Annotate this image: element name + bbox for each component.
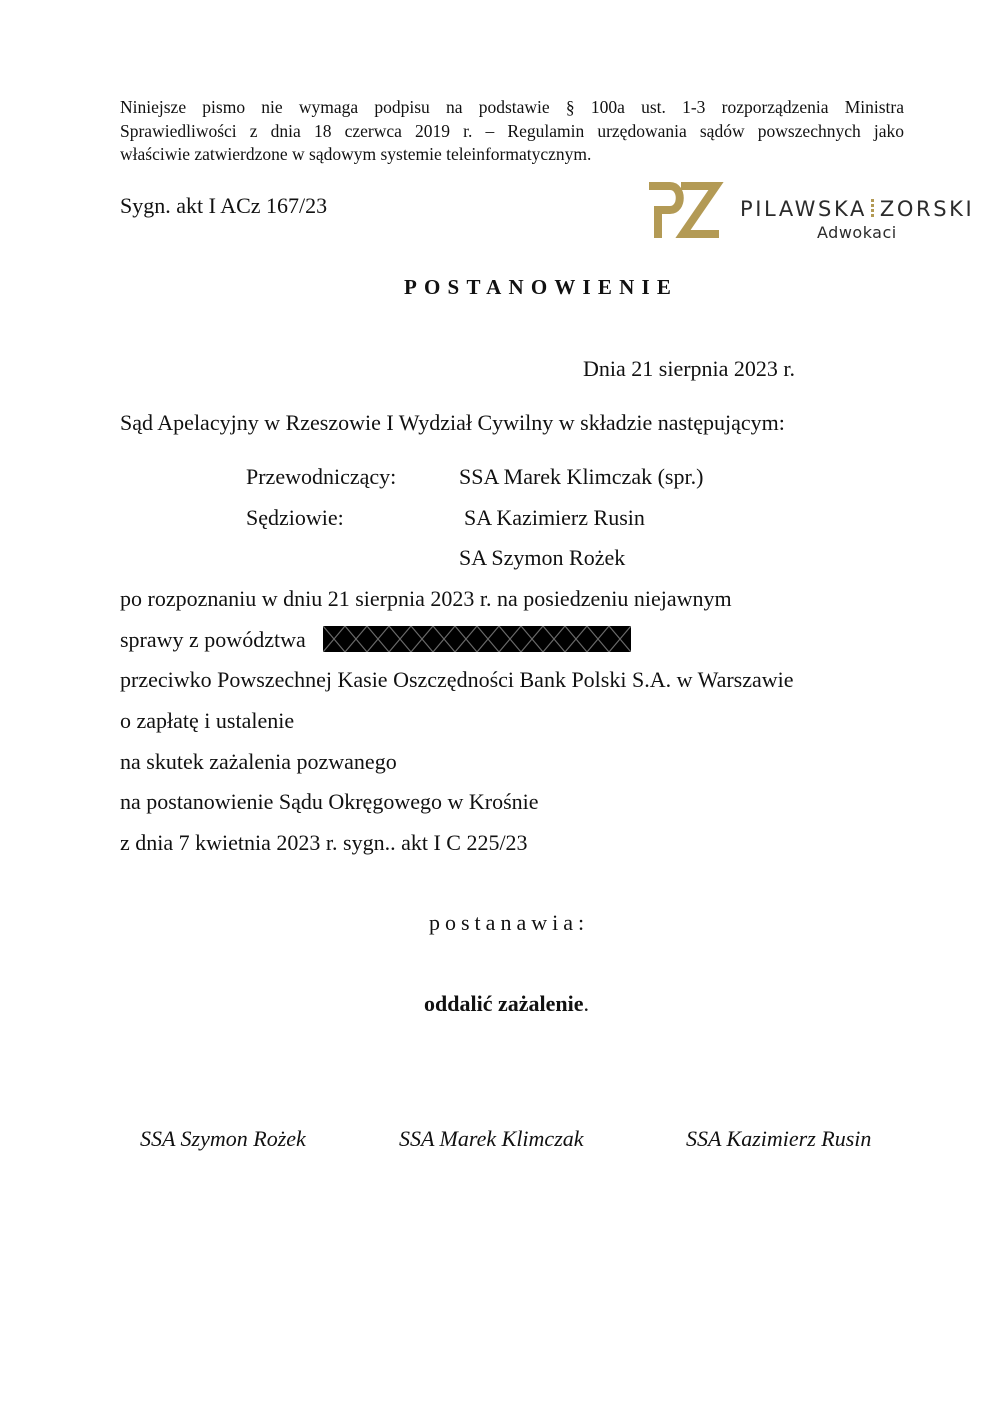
- notice-line: właściwie zatwierdzone w sądowym systemie teleinformatycznym.: [120, 144, 592, 164]
- body-line: z dnia 7 kwietnia 2023 r. sygn.. akt I C 225/23: [120, 830, 528, 855]
- document-title: POSTANOWIENIE: [404, 275, 679, 299]
- logo-separator: [871, 199, 874, 218]
- law-firm-name-left: PILAWSKA: [740, 197, 867, 221]
- ruling-period: .: [583, 991, 589, 1016]
- judges-label: Sędziowie:: [246, 505, 344, 530]
- case-reference: Sygn. akt I ACz 167/23: [120, 193, 328, 218]
- body-line: przeciwko Powszechnej Kasie Oszczędności Bank Polski S.A. w Warszawie: [120, 667, 794, 692]
- ruling: [424, 991, 589, 1017]
- pz-monogram-shape: [649, 186, 719, 238]
- judge-name: SA Szymon Rożek: [459, 545, 626, 570]
- digital-signature-notice: [120, 96, 904, 167]
- notice-line: Niniejsze pismo nie wymaga podpisu na podstawie § 100a ust. 1-3 rozporządzenia Ministra: [120, 97, 904, 117]
- redaction-block: [323, 626, 631, 652]
- document-date: Dnia 21 sierpnia 2023 r.: [583, 356, 796, 381]
- pz-monogram-icon: [645, 180, 725, 242]
- body-line: na postanowienie Sądu Okręgowego w Krośnie: [120, 789, 539, 814]
- signature: SSA Szymon Rożek: [140, 1126, 306, 1151]
- judge-name: SA Kazimierz Rusin: [464, 505, 645, 530]
- law-firm-subtitle: Adwokaci: [817, 223, 897, 242]
- notice-line: Sprawiedliwości z dnia 18 czerwca 2019 r. – Regulamin urzędowania sądów powszechnych jako: [120, 120, 904, 141]
- law-firm-name-right: ZORSKI: [879, 197, 975, 221]
- ruling-text: oddalić zażalenie: [424, 991, 584, 1016]
- body-line: o zapłatę i ustalenie: [120, 708, 295, 733]
- chair-name: SSA Marek Klimczak (spr.): [459, 464, 704, 489]
- ruling-intro: postanawia:: [429, 910, 590, 935]
- law-firm-name: [740, 197, 974, 221]
- body-line: na skutek zażalenia pozwanego: [120, 749, 397, 774]
- signature: SSA Kazimierz Rusin: [686, 1126, 872, 1151]
- body-line: po rozpoznaniu w dniu 21 sierpnia 2023 r. na posiedzeniu niejawnym: [120, 586, 732, 611]
- signature: SSA Marek Klimczak: [399, 1126, 584, 1151]
- chair-label: Przewodniczący:: [246, 464, 397, 489]
- court-intro: Sąd Apelacyjny w Rzeszowie I Wydział Cywilny w składzie następującym:: [120, 410, 785, 435]
- body-line: sprawy z powództwa: [120, 627, 306, 652]
